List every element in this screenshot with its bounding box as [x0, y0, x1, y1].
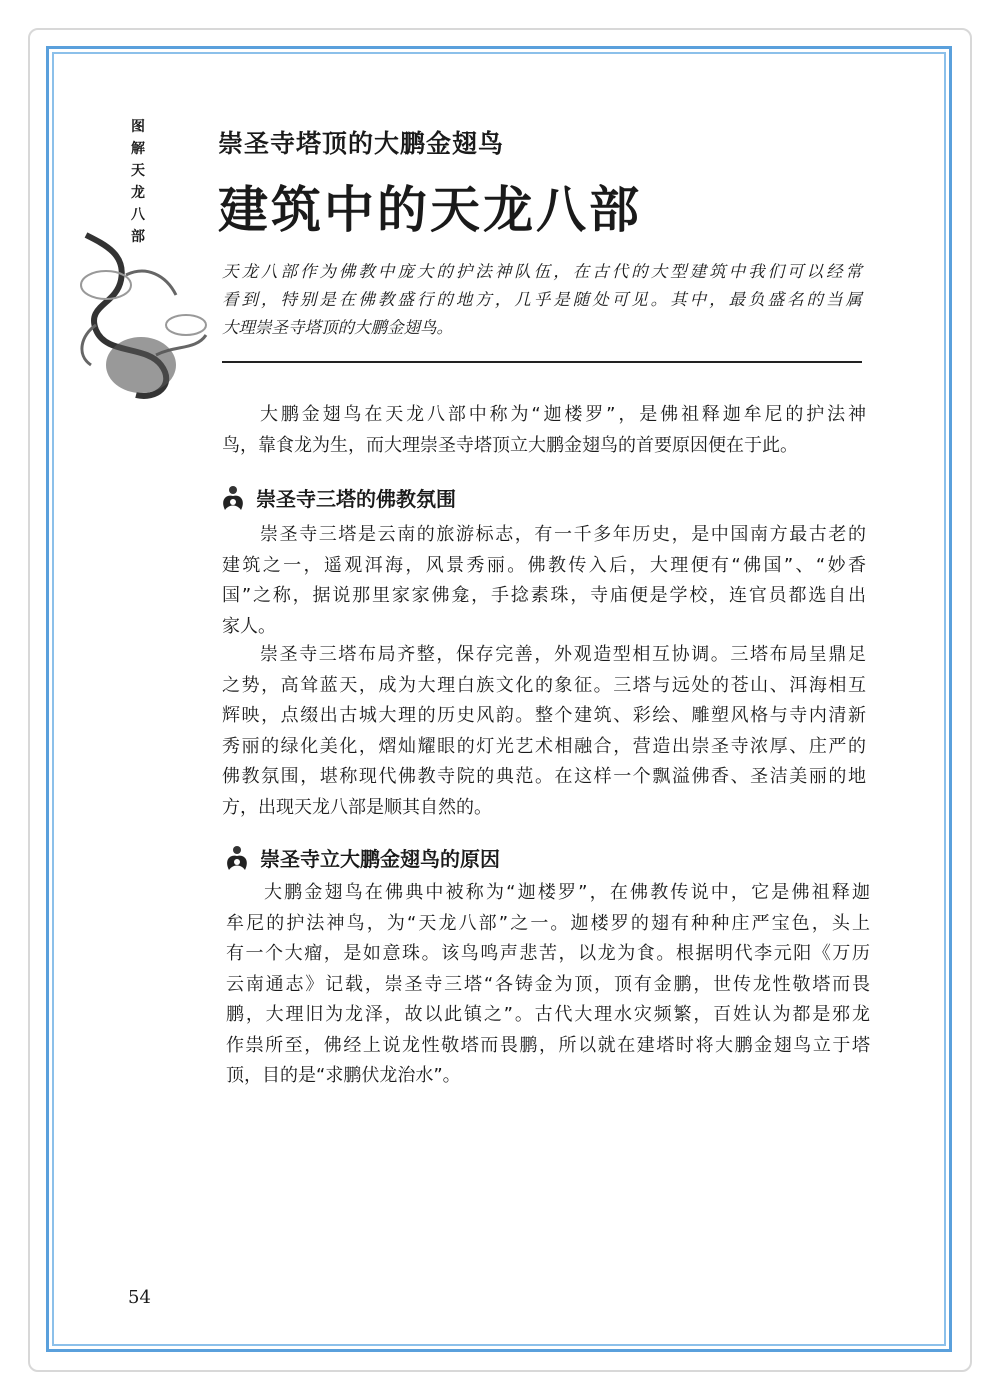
- text-line: 鸟，靠食龙为生，而大理崇圣寺塔顶立大鹏金翅鸟的首要原因便在于此。: [222, 434, 798, 456]
- ornament-icon: [224, 844, 250, 872]
- side-char: 八: [131, 207, 145, 223]
- text-line: 云南通志》记载，崇圣寺三塔“各铸金为顶，顶有金鹏，世传龙性敬塔而畏: [226, 973, 870, 995]
- text-line: 家人。: [222, 615, 276, 637]
- text-line: 大鹏金翅鸟在佛典中被称为“迦楼罗”，在佛教传说中，它是佛祖释迦: [264, 882, 870, 903]
- text-line: 辉映，点缀出古城大理的历史风韵。整个建筑、彩绘、雕塑风格与寺内清新: [222, 705, 866, 726]
- side-char: 龙: [131, 185, 145, 201]
- text-line: 方，出现天龙八部是顺其自然的。: [222, 796, 492, 818]
- text-line: 佛教氛围，堪称现代佛教寺院的典范。在这样一个飘溢佛香、圣洁美丽的地: [222, 766, 866, 787]
- text-line: 有一个大瘤，是如意珠。该鸟鸣声悲苦，以龙为食。根据明代李元阳《万历: [226, 943, 870, 964]
- page-number: 54: [128, 1287, 151, 1308]
- text-line: 大鹏金翅鸟在天龙八部中称为“迦楼罗”，是佛祖释迦牟尼的护法神: [260, 404, 866, 425]
- text-line: 作祟所至，佛经上说龙性敬塔而畏鹏，所以就在建塔时将大鹏金翅鸟立于塔: [226, 1034, 870, 1056]
- text-line: 崇圣寺三塔布局齐整，保存完善，外观造型相互协调。三塔布局呈鼎足: [260, 644, 866, 665]
- paragraph-1: [222, 520, 866, 642]
- section-heading-2: [224, 843, 500, 872]
- heading-text: 崇圣寺立大鹏金翅鸟的原因: [260, 847, 500, 871]
- side-char: 天: [131, 163, 145, 179]
- dragon-illustration-icon: [66, 225, 211, 410]
- section-heading-1: [220, 483, 456, 512]
- text-line: 牟尼的护法神鸟，为“天龙八部”之一。迦楼罗的翅有种种庄严宝色，头上: [226, 912, 870, 934]
- paragraph-3: [226, 878, 870, 1092]
- side-char: 解: [131, 141, 145, 157]
- page-title: 建筑中的天龙八部: [218, 180, 642, 239]
- text-line: 之势，高耸蓝天，成为大理白族文化的象征。三塔与远处的苍山、洱海相互: [222, 674, 866, 696]
- text-line: 大理崇圣寺塔顶的大鹏金翅鸟。: [222, 318, 453, 337]
- heading-text: 崇圣寺三塔的佛教氛围: [256, 487, 456, 511]
- ornament-icon: [220, 484, 246, 512]
- side-char: 部: [131, 229, 145, 245]
- intro-text: [222, 258, 862, 342]
- divider: [222, 361, 862, 363]
- text-line: 国”之称，据说那里家家佛龛，手捻素珠，寺庙便是学校，连官员都选自出: [222, 585, 866, 606]
- side-char: 图: [131, 119, 145, 135]
- text-line: 看到，特别是在佛教盛行的地方，几乎是随处可见。其中，最负盛名的当属: [222, 290, 862, 309]
- text-line: 鹏，大理旧为龙泽，故以此镇之”。古代大理水灾频繁，百姓认为都是邪龙: [226, 1004, 870, 1025]
- text-line: 建筑之一，遥观洱海，风景秀丽。佛教传入后，大理便有“佛国”、“妙香: [222, 554, 866, 576]
- paragraph-intro: [222, 400, 866, 461]
- text-line: 崇圣寺三塔是云南的旅游标志，有一千多年历史，是中国南方最古老的: [260, 524, 866, 545]
- text-line: 天龙八部作为佛教中庞大的护法神队伍，在古代的大型建筑中我们可以经常: [222, 262, 862, 281]
- subtitle: 崇圣寺塔顶的大鹏金翅鸟: [218, 129, 505, 158]
- text-line: 顶，目的是“求鹏伏龙治水”。: [226, 1065, 461, 1086]
- text-line: 秀丽的绿化美化，熠灿耀眼的灯光艺术相融合，营造出崇圣寺浓厚、庄严的: [222, 735, 866, 757]
- paragraph-2: [222, 640, 866, 823]
